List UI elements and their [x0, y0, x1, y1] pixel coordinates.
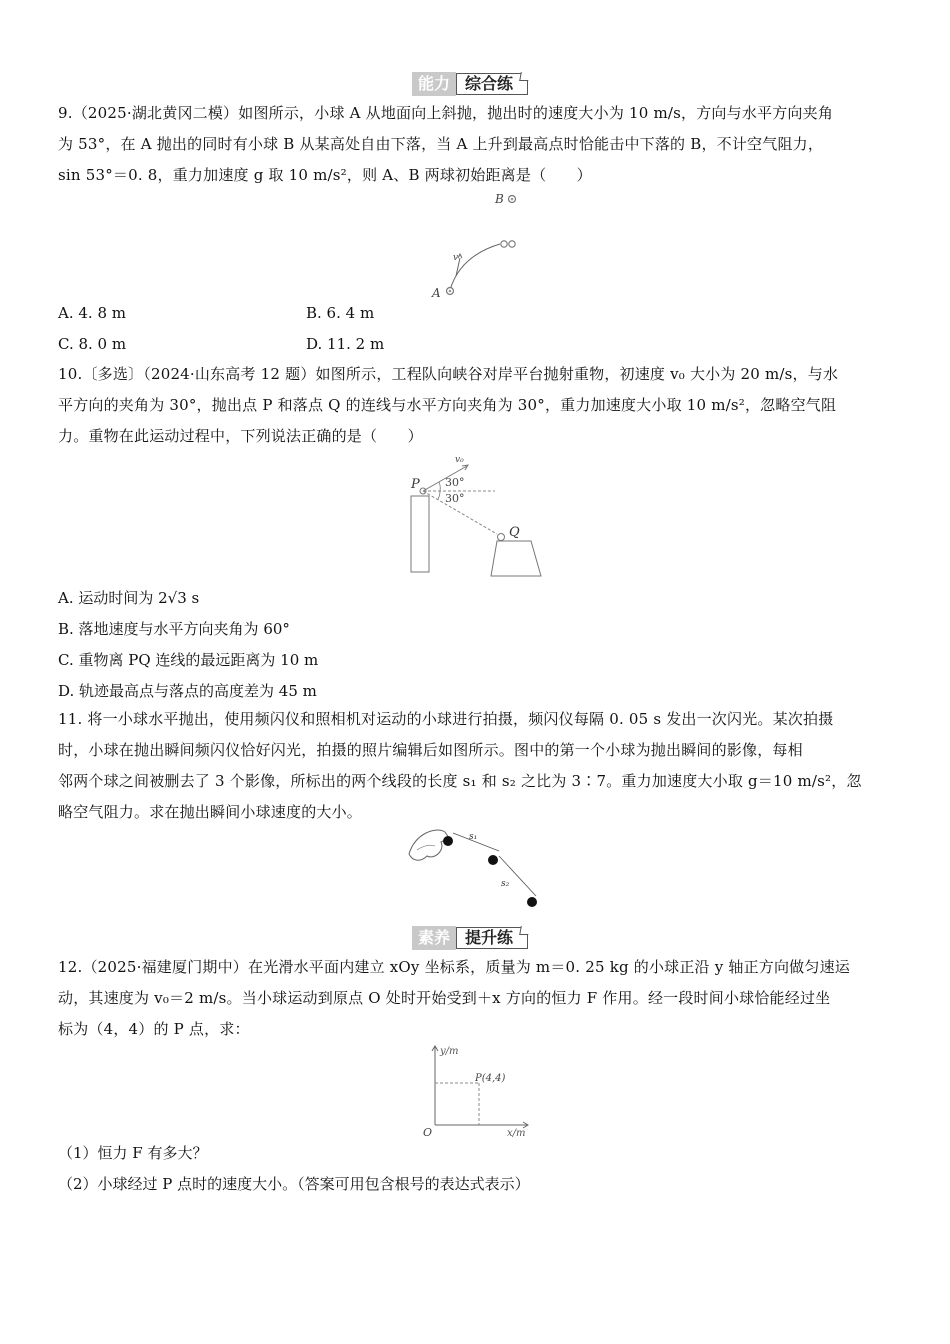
q10-line: 力。重物在此运动过程中，下列说法正确的是（ ） — [58, 427, 423, 445]
landing-platform — [491, 541, 541, 576]
point-p-label: P(4,4) — [475, 1073, 506, 1084]
q12-sub-2: （2）小球经过 P 点时的速度大小。（答案可用包含根号的表达式表示） — [58, 1175, 530, 1193]
q11-line: 邻两个球之间被删去了 3 个影像，所标出的两个线段的长度 s₁ 和 s₂ 之比为 3∶7。重力加速度大小取 g＝10 m/s²，忽 — [58, 772, 862, 790]
origin-label: O — [423, 1126, 433, 1139]
q12-line: 动，其速度为 v₀＝2 m/s。当小球运动到原点 O 处时开始受到＋x 方向的恒力 F 作用。经一段时间小球恰能经过坐 — [58, 989, 831, 1007]
q10-line: 平方向的夹角为 30°，抛出点 P 和落点 Q 的连线与水平方向夹角为 30°，重力加速度大小取 10 m/s²，忽略空气阻 — [58, 396, 837, 414]
cliff-platform — [411, 496, 429, 572]
q9-line: 9.（2025·湖北黄冈二模）如图所示，小球 A 从地面向上斜抛，抛出时的速度大小为 10 m/s，方向与水平方向夹角 — [58, 104, 834, 122]
q11-line: 11. 将一小球水平抛出，使用频闪仪和照相机对运动的小球进行拍摄，频闪仪每隔 0. 05 s 发出一次闪光。某次拍摄 — [58, 710, 834, 728]
q10-line: 10.〔多选〕（2024·山东高考 12 题）如图所示，工程队向峡谷对岸平台抛射重物，初速度 v₀ 大小为 20 m/s，与水 — [58, 365, 839, 383]
section-tag-right: 提升练 — [456, 927, 528, 949]
q9-line: sin 53°＝0. 8，重力加速度 g 取 10 m/s²，则 A、B 两球初始距离是（ ） — [58, 166, 592, 184]
ball-3 — [527, 897, 537, 907]
y-axis-label: y/m — [440, 1046, 459, 1057]
section-tag-right: 综合练 — [456, 73, 528, 95]
q10-option-a[interactable]: A. 运动时间为 2√3 s — [58, 589, 200, 607]
s2-dimension — [499, 856, 536, 896]
q10-figure — [405, 448, 545, 580]
q9-line: 为 53°，在 A 抛出的同时有小球 B 从某高处自由下落，当 A 上升到最高点时恰能击中下落的 B，不计空气阻力， — [58, 135, 824, 153]
collision-balls — [509, 241, 515, 247]
q9-label-v: v — [453, 253, 459, 263]
question-12-stem — [58, 952, 898, 1045]
q9-label-b: B — [495, 192, 504, 206]
question-10-stem — [58, 359, 898, 452]
q11-line: 略空气阻力。求在抛出瞬间小球速度的大小。 — [58, 803, 363, 821]
q9-option-d[interactable]: D. 11. 2 m — [306, 335, 385, 353]
q11-figure — [405, 826, 550, 916]
question-11-stem — [58, 704, 898, 828]
q9-option-a[interactable]: A. 4. 8 m — [58, 304, 126, 322]
q10-label-p: P — [411, 477, 420, 492]
q9-figure — [420, 188, 540, 303]
section-banner-ability — [412, 72, 528, 96]
q11-line: 时，小球在抛出瞬间频闪仪恰好闪光，拍摄的照片编辑后如图所示。图中的第一个小球为抛出瞬间的影像，每相 — [58, 741, 803, 759]
q10-option-c[interactable]: C. 重物离 PQ 连线的最远距离为 10 m — [58, 651, 319, 669]
section-tag-left: 素养 — [412, 926, 456, 950]
section-tag-left: 能力 — [412, 72, 456, 96]
ball-2 — [488, 855, 498, 865]
q9-option-c[interactable]: C. 8. 0 m — [58, 335, 127, 353]
landing-point — [498, 534, 505, 541]
q10-option-d[interactable]: D. 轨迹最高点与落点的高度差为 45 m — [58, 682, 317, 700]
q12-line: 12.（2025·福建厦门期中）在光滑水平面内建立 xOy 坐标系，质量为 m＝0. 25 kg 的小球正沿 y 轴正方向做匀速运 — [58, 958, 850, 976]
section-banner-literacy — [412, 926, 528, 950]
ball-1 — [443, 836, 453, 846]
q12-sub-1: （1）恒力 F 有多大？ — [58, 1144, 208, 1162]
q12-coordinate-figure — [415, 1043, 535, 1139]
q10-angle-1: 30° — [445, 476, 465, 489]
q9-label-a: A — [432, 286, 441, 300]
q12-line: 标为（4，4）的 P 点，求： — [58, 1020, 250, 1038]
q11-label-s1: s₁ — [469, 832, 478, 842]
q11-label-s2: s₂ — [501, 879, 510, 889]
question-9-stem — [58, 98, 898, 191]
q10-angle-2: 30° — [445, 492, 465, 505]
q10-option-b[interactable]: B. 落地速度与水平方向夹角为 60° — [58, 620, 290, 638]
q9-option-b[interactable]: B. 6. 4 m — [306, 304, 375, 322]
q10-label-v0: v₀ — [455, 455, 464, 465]
x-axis-label: x/m — [507, 1128, 526, 1139]
q10-label-q: Q — [509, 525, 520, 540]
